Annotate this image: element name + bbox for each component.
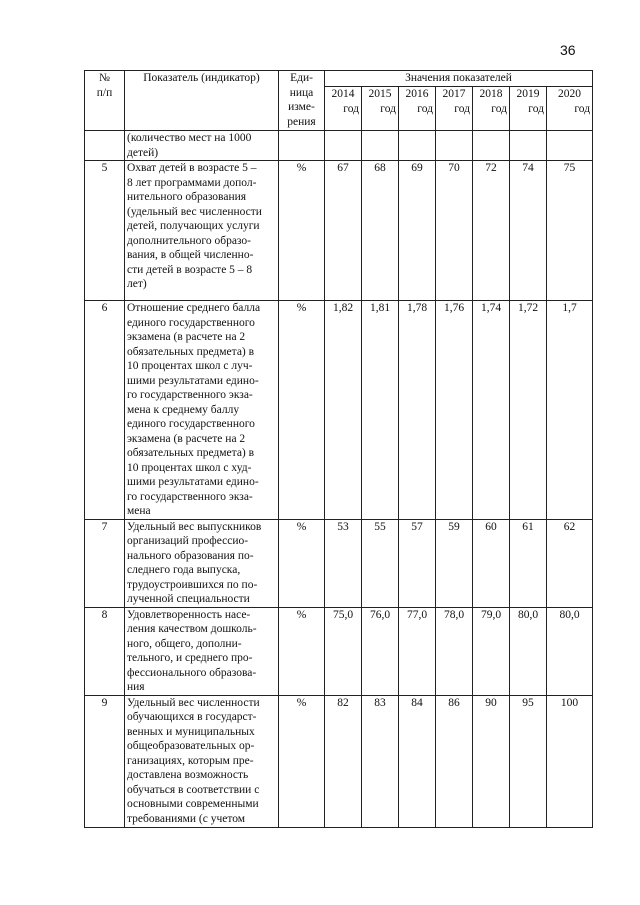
value-cell: [547, 131, 593, 161]
header-year-number: 2016: [405, 88, 429, 100]
value-cell: 1,74: [473, 301, 510, 520]
value-cell: 80,0: [510, 607, 547, 695]
value-cell: 90: [473, 695, 510, 827]
value-cell: [436, 131, 473, 161]
indicators-table: [84, 70, 593, 828]
indicator-text: Удовлетворенность насе- ления качеством дошколь- ного, общего, дополни- тельного, и среднего про- фессионального образова- ния: [125, 607, 279, 695]
indicator-text: Отношение среднего балла единого государственного экзамена (в расчете на 2 обязательных предмета) в 10 процентах школ с луч- шими результатами едино- го государственного экза- мена к среднему баллу единого государственного экзамена (в расчете на 2 обязательных предмета) в 10 процентах школ с худ- шими результатами едино- го государственного экза- мена: [125, 301, 279, 520]
value-cell: 76,0: [362, 607, 399, 695]
value-cell: 77,0: [399, 607, 436, 695]
header-year: [510, 87, 547, 131]
table-row: [85, 607, 593, 695]
value-cell: 68: [362, 161, 399, 301]
row-number: 8: [85, 607, 125, 695]
row-number: [85, 131, 125, 161]
value-cell: 60: [473, 519, 510, 607]
value-cell: 74: [510, 161, 547, 301]
value-cell: 59: [436, 519, 473, 607]
row-number: 9: [85, 695, 125, 827]
header-year-number: 2018: [479, 88, 503, 100]
value-cell: 75,0: [325, 607, 362, 695]
value-cell: 1,81: [362, 301, 399, 520]
indicator-text: (количество мест на 1000 детей): [125, 131, 279, 161]
header-unit: Еди- ница изме- рения: [279, 71, 325, 131]
value-cell: 70: [436, 161, 473, 301]
header-year-number: 2015: [368, 88, 392, 100]
header-indicator: Показатель (индикатор): [125, 71, 279, 131]
header-year-word: год: [574, 102, 591, 115]
table-row: [85, 519, 593, 607]
header-year-number: 2017: [442, 88, 466, 100]
value-cell: 67: [325, 161, 362, 301]
table-row: [85, 695, 593, 827]
value-cell: [399, 131, 436, 161]
value-cell: [510, 131, 547, 161]
unit-cell: %: [279, 301, 325, 520]
table-row: [85, 301, 593, 520]
header-year: [325, 87, 362, 131]
value-cell: 86: [436, 695, 473, 827]
value-cell: 53: [325, 519, 362, 607]
value-cell: 84: [399, 695, 436, 827]
value-cell: [362, 131, 399, 161]
row-number: 7: [85, 519, 125, 607]
header-year-number: 2014: [331, 88, 355, 100]
value-cell: 55: [362, 519, 399, 607]
header-year-word: год: [380, 102, 396, 115]
value-cell: 69: [399, 161, 436, 301]
row-number: 6: [85, 301, 125, 520]
indicator-text: Удельный вес выпускников организаций профессио- нального образования по- следнего года выпуска, трудоустроившихся по по- лученной специальности: [125, 519, 279, 607]
table-row: [85, 161, 593, 301]
page-number: 36: [560, 42, 576, 58]
header-year-number: 2019: [516, 88, 540, 100]
header-year: [473, 87, 510, 131]
value-cell: 1,7: [547, 301, 593, 520]
value-cell: 75: [547, 161, 593, 301]
value-cell: 78,0: [436, 607, 473, 695]
value-cell: 79,0: [473, 607, 510, 695]
value-cell: 72: [473, 161, 510, 301]
unit-cell: %: [279, 519, 325, 607]
header-year-word: год: [417, 102, 433, 115]
value-cell: 95: [510, 695, 547, 827]
row-number: 5: [85, 161, 125, 301]
header-year: [436, 87, 473, 131]
value-cell: 1,78: [399, 301, 436, 520]
unit-cell: %: [279, 607, 325, 695]
header-num: № п/п: [85, 71, 125, 131]
header-year-word: год: [343, 102, 359, 115]
value-cell: 1,72: [510, 301, 547, 520]
value-cell: [325, 131, 362, 161]
value-cell: 62: [547, 519, 593, 607]
header-values-group: Значения показателей: [325, 71, 593, 87]
unit-cell: %: [279, 161, 325, 301]
value-cell: 80,0: [547, 607, 593, 695]
unit-cell: %: [279, 695, 325, 827]
header-year: [362, 87, 399, 131]
table-row: [85, 131, 593, 161]
header-year-number: 2020: [558, 88, 582, 100]
indicator-text: Удельный вес численности обучающихся в государст- венных и муниципальных общеобразовательных ор- ганизациях, которым пре- доставлена возможность обучаться в соответствии с основными современными требованиями (с учетом: [125, 695, 279, 827]
header-year: [399, 87, 436, 131]
indicator-text: Охват детей в возрасте 5 – 8 лет программами допол- нительного образования (удельный вес численности детей, получающих услуги дополнительного образо- вания, в общей численно- сти детей в возрасте 5 – 8 лет): [125, 161, 279, 301]
header-year: [547, 87, 593, 131]
value-cell: 83: [362, 695, 399, 827]
unit-cell: [279, 131, 325, 161]
header-year-word: год: [491, 102, 507, 115]
value-cell: [473, 131, 510, 161]
value-cell: 57: [399, 519, 436, 607]
value-cell: 1,82: [325, 301, 362, 520]
value-cell: 100: [547, 695, 593, 827]
value-cell: 61: [510, 519, 547, 607]
value-cell: 1,76: [436, 301, 473, 520]
header-year-word: год: [528, 102, 544, 115]
value-cell: 82: [325, 695, 362, 827]
header-year-word: год: [454, 102, 470, 115]
